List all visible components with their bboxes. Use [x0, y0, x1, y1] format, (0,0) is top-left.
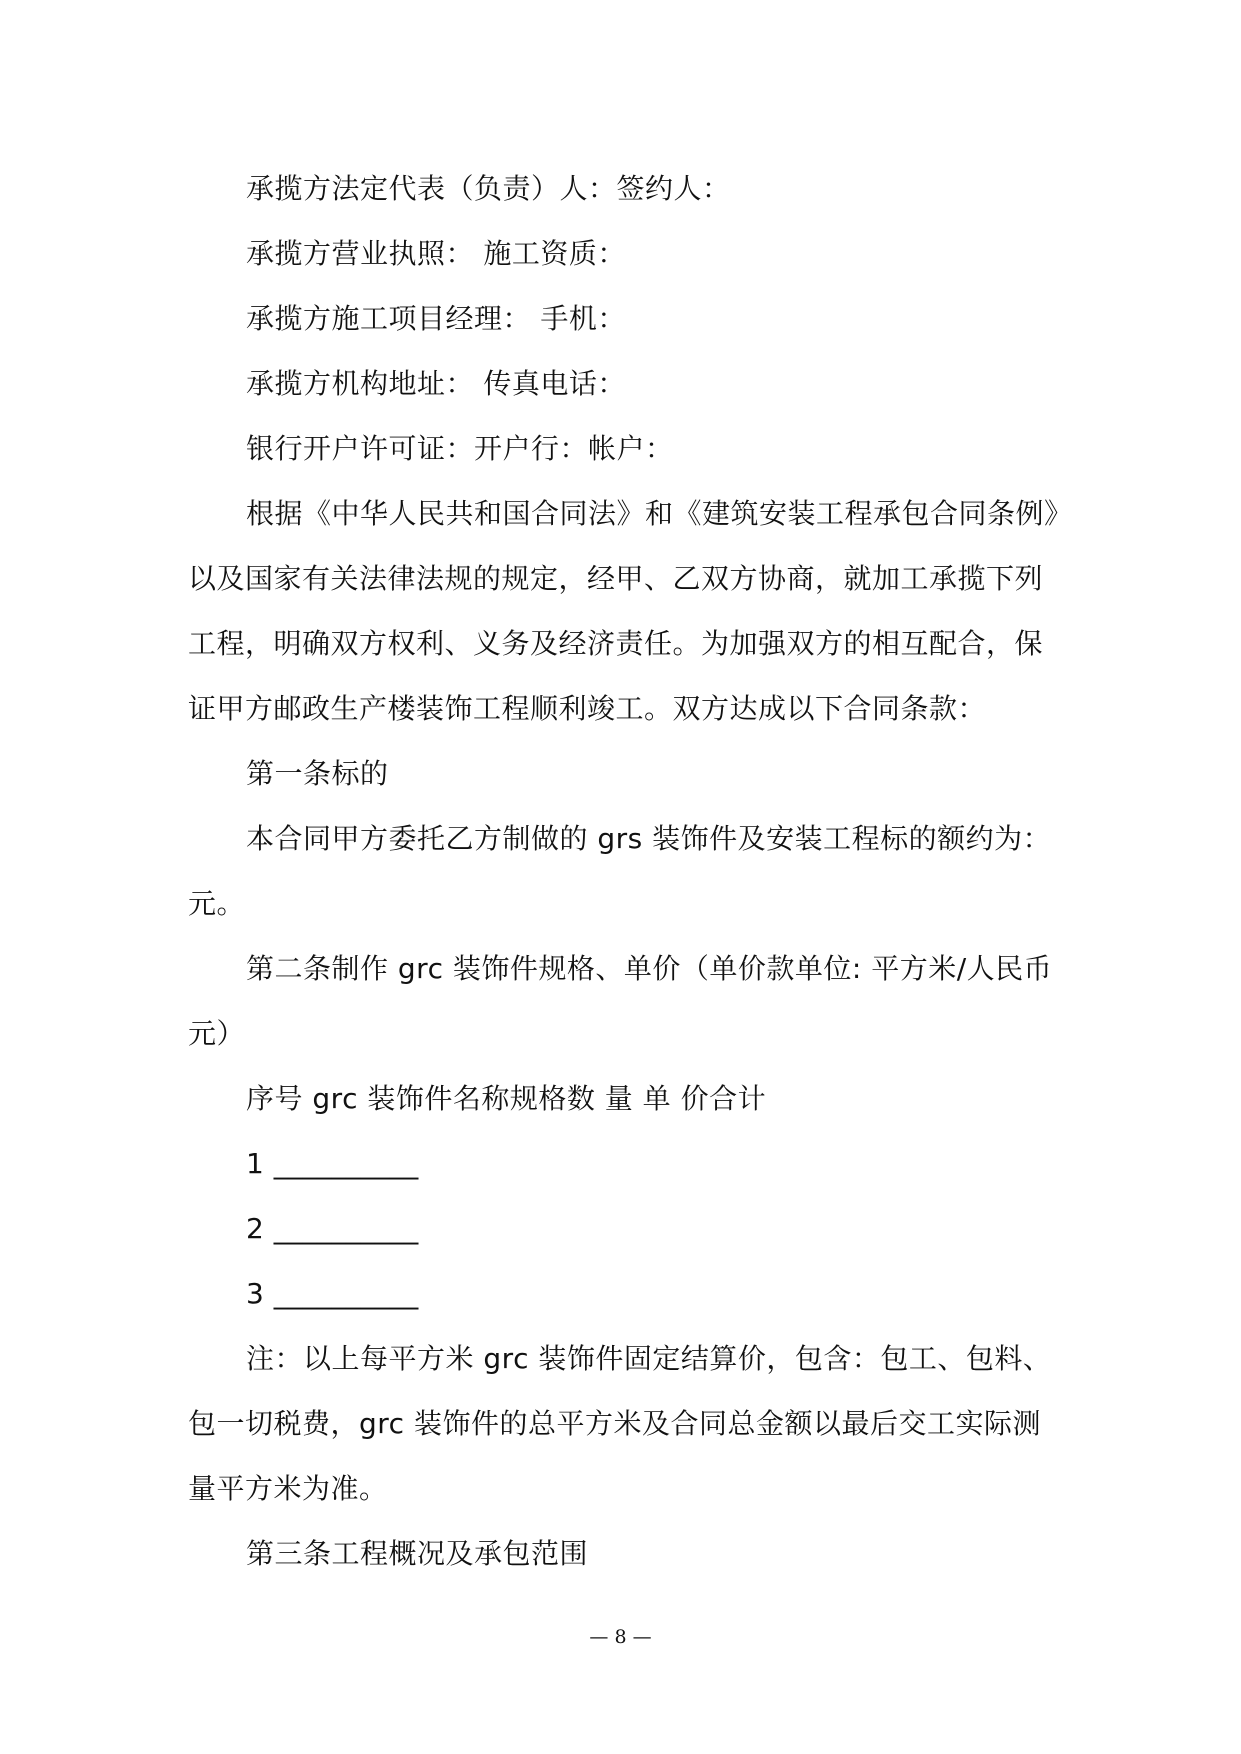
contractor-legal-rep-line: 承揽方法定代表（负责）人：签约人：	[246, 172, 731, 205]
table-header-line: 序号 grc 装饰件名称规格数 量 单 价合计	[246, 1082, 767, 1115]
bank-account-line: 银行开户许可证：开户行：帐户：	[246, 432, 674, 465]
contractor-address-line: 承揽方机构地址： 传真电话：	[246, 367, 626, 400]
document-body	[188, 156, 1073, 1586]
article-2-heading-line-1: 第二条制作 grc 装饰件规格、单价（单价款单位: 平方米/人民币	[246, 952, 1053, 985]
note-line-2: 包一切税费，grc 装饰件的总平方米及合同总金额以最后交工实际测	[188, 1407, 1041, 1440]
article-1-text-line-1: 本合同甲方委托乙方制做的 grs 装饰件及安装工程标的额约为：	[246, 822, 1052, 855]
article-2-heading-line-2: 元）	[188, 1017, 246, 1050]
page-number: — 8 —	[589, 1626, 652, 1648]
note-line-1: 注：以上每平方米 grc 装饰件固定结算价，包含：包工、包料、	[246, 1342, 1052, 1375]
preamble-line-3: 工程，明确双方权利、义务及经济责任。为加强双方的相互配合，保	[188, 627, 1044, 660]
article-3-heading: 第三条工程概况及承包范围	[246, 1537, 589, 1570]
table-row-3: 3 __________	[246, 1277, 419, 1310]
table-row-1: 1 __________	[246, 1147, 419, 1180]
article-1-text-line-2: 元。	[188, 887, 246, 920]
preamble-line-4: 证甲方邮政生产楼装饰工程顺利竣工。双方达成以下合同条款：	[188, 692, 987, 725]
contractor-license-line: 承揽方营业执照： 施工资质：	[246, 237, 626, 270]
table-row-2: 2 __________	[246, 1212, 419, 1245]
contractor-manager-line: 承揽方施工项目经理： 手机：	[246, 302, 626, 335]
preamble-line-2: 以及国家有关法律法规的规定，经甲、乙双方协商，就加工承揽下列	[188, 562, 1044, 595]
note-line-3: 量平方米为准。	[188, 1472, 388, 1505]
article-1-heading: 第一条标的	[246, 757, 389, 790]
preamble-line-1: 根据《中华人民共和国合同法》和《建筑安装工程承包合同条例》	[246, 497, 1073, 530]
